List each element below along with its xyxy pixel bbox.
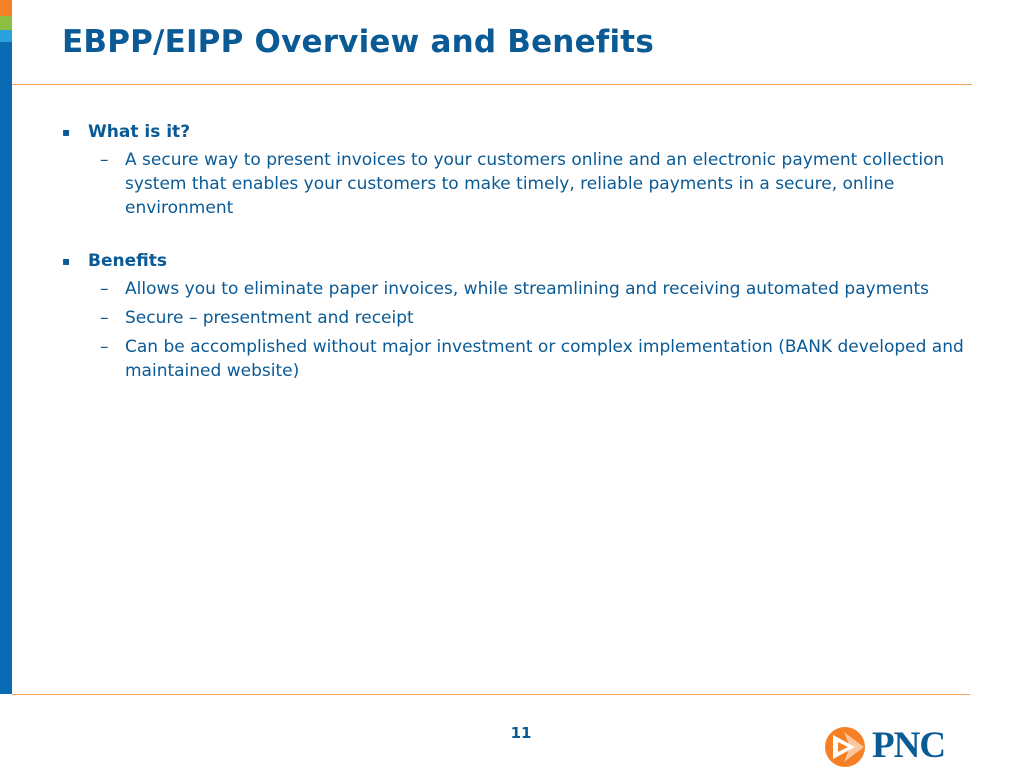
- sub-bullet: [62, 335, 972, 383]
- sub-bullet-marker: –: [100, 279, 109, 299]
- accent-block-cyan: [0, 30, 12, 42]
- bullet-benefits: [62, 249, 972, 273]
- sub-bullet-text: A secure way to present invoices to your customers online and an electronic payment collection system that enables your customers to make timely, reliable payments in a secure, online environment: [125, 150, 945, 218]
- bullet-heading: Benefits: [88, 251, 167, 271]
- bullet-marker: ▪: [62, 254, 71, 268]
- sub-bullet: [62, 277, 972, 301]
- left-accent-bar: [0, 0, 12, 694]
- sub-bullet-text: Allows you to eliminate paper invoices, while streamlining and receiving automated payments: [125, 279, 930, 299]
- footer-divider: [12, 694, 970, 695]
- accent-block-green: [0, 16, 12, 30]
- page-number: 11: [510, 724, 532, 742]
- bullet-marker: ▪: [62, 125, 71, 139]
- accent-block-orange: [0, 0, 12, 16]
- pnc-logo-text: PNC: [872, 725, 946, 766]
- bullet-heading: What is it?: [88, 122, 191, 142]
- pnc-logo: [824, 726, 974, 766]
- bullet-what-is-it: [62, 120, 972, 144]
- sub-bullet-text: Secure – presentment and receipt: [125, 308, 414, 328]
- sub-bullet-marker: –: [100, 337, 109, 357]
- sub-bullet-marker: –: [100, 308, 109, 328]
- slide-content: [62, 120, 972, 388]
- sub-bullet-text: Can be accomplished without major investment or complex implementation (BANK developed and maintained website): [125, 337, 964, 381]
- pnc-triangle-logo-icon: [824, 726, 870, 768]
- sub-bullet: [62, 306, 972, 330]
- slide-title: EBPP/EIPP Overview and Benefits: [62, 24, 654, 60]
- title-divider: [12, 84, 972, 85]
- sub-bullet-marker: –: [100, 150, 109, 170]
- sub-bullet: [62, 148, 972, 220]
